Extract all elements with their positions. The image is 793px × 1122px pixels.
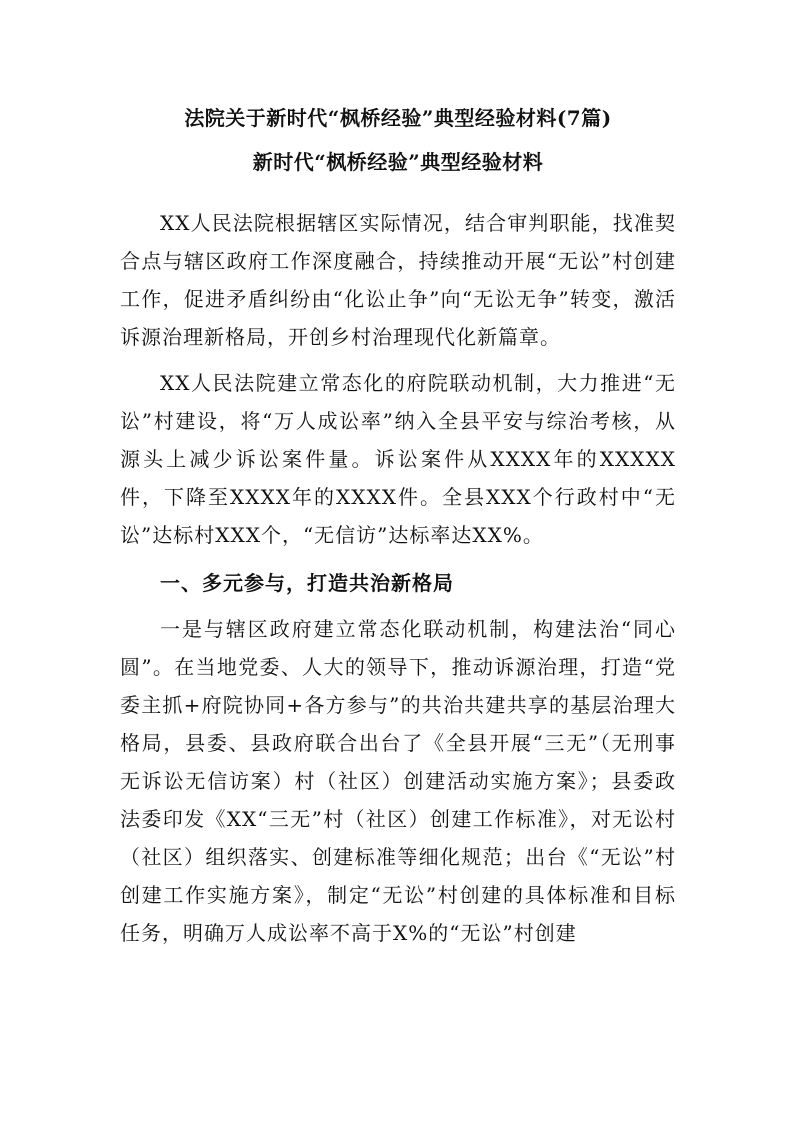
- paragraph-section-body: 一是与辖区政府建立常态化联动机制，构建法治“同心圆”。在当地党委、人大的领导下，推动诉源治理，打造“党委主抓+府院协同+各方参与”的共治共建共享的基层治理大格局，县委、县政府联合出台了《全县开展“三无”（无刑事无诉讼无信访案）村（社区）创建活动实施方案》；县委政法委印发《XX“三无”村（社区）创建工作标准》，对无讼村（社区）组织落实、创建标准等细化规范；出台《“无讼”村创建工作实施方案》，制定“无讼”村创建的具体标准和目标任务，明确万人成讼率不高于X%的“无讼”村创建: [120, 617, 676, 945]
- document-subtitle: 新时代“枫桥经验”典型经验材料: [252, 150, 544, 174]
- document-body: [120, 98, 676, 960]
- document-title: 法院关于新时代“枫桥经验”典型经验材料(7篇): [184, 106, 612, 130]
- paragraph-statistics: XX人民法院建立常态化的府院联动机制，大力推进“无讼”村建设，将“万人成讼率”纳入全县平安与综治考核，从源头上减少诉讼案件量。诉讼案件从XXXX年的XXXXX件，下降至XXXX年的XXXX件。全县XXX个行政村中“无讼”达标村XXX个，“无信访”达标率达XX%。: [120, 371, 676, 547]
- section-heading: 一、多元参与，打造共治新格局: [160, 571, 454, 595]
- paragraph-intro: XX人民法院根据辖区实际情况，结合审判职能，找准契合点与辖区政府工作深度融合，持续推动开展“无讼”村创建工作，促进矛盾纠纷由“化讼止争”向“无讼无争”转变，激活诉源治理新格局，开创乡村治理现代化新篇章。: [120, 211, 676, 349]
